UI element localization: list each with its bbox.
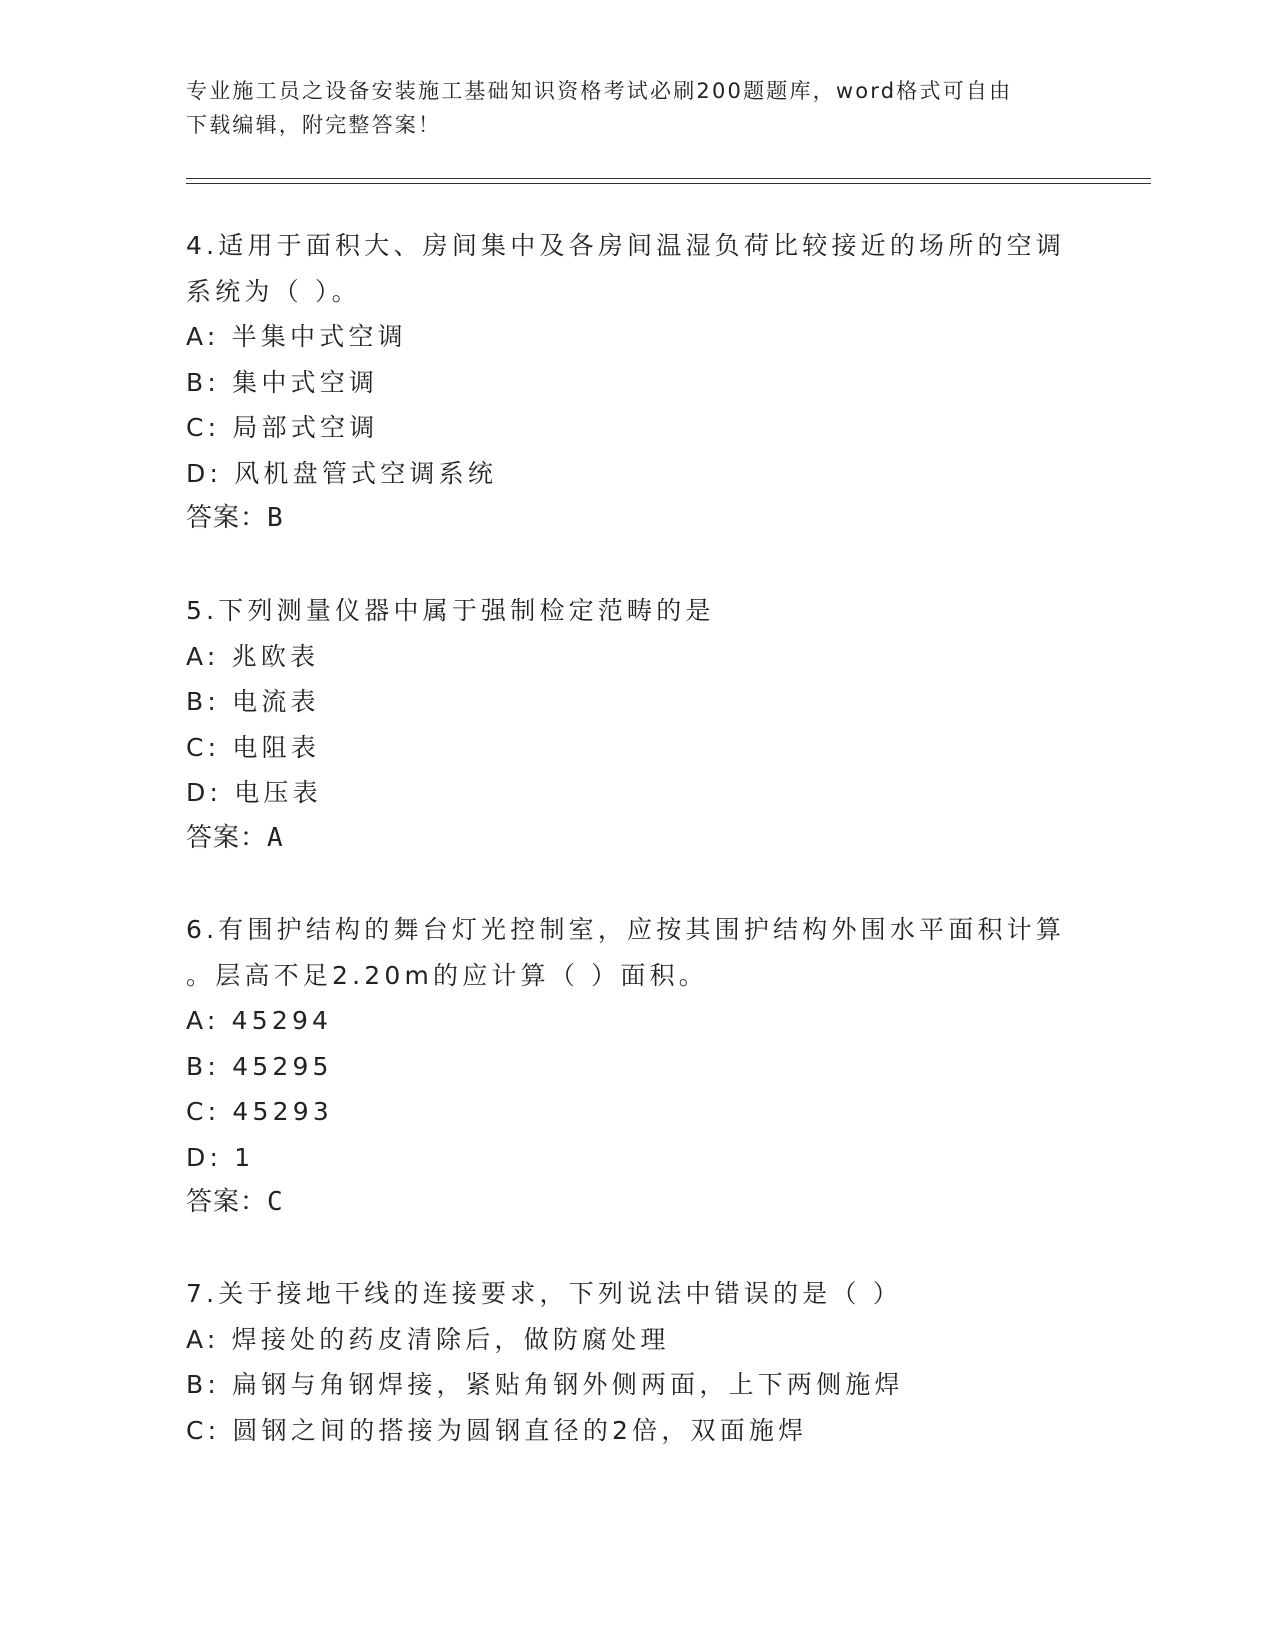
question-7 bbox=[186, 1271, 1066, 1453]
header-line-1: 专业施工员之设备安装施工基础知识资格考试必刷200题题库，word格式可自由 bbox=[186, 79, 1013, 103]
question-5 bbox=[186, 588, 1066, 861]
question-stem-line: 7.关于接地干线的连接要求，下列说法中错误的是（ ） bbox=[186, 1279, 903, 1308]
option-d: D: 风机盘管式空调系统 bbox=[186, 458, 498, 488]
answer-line: 答案：C bbox=[186, 1187, 284, 1217]
option-c: C: 电阻表 bbox=[186, 732, 321, 762]
option-d: D: 1 bbox=[186, 1142, 255, 1172]
option-b: B: 扁钢与角钢焊接，紧贴角钢外侧两面，上下两侧施焊 bbox=[186, 1370, 904, 1399]
question-stem-line: 6.有围护结构的舞台灯光控制室，应按其围护结构外围水平面积计算 bbox=[186, 915, 1066, 944]
option-d: D: 电压表 bbox=[186, 778, 322, 807]
option-b: B: 电流表 bbox=[186, 687, 320, 716]
header-rule-top bbox=[186, 178, 1151, 179]
question-4 bbox=[186, 223, 1066, 542]
question-stem-line: 系统为（ ）。 bbox=[186, 276, 361, 306]
option-b: B: 45295 bbox=[186, 1051, 333, 1081]
option-b: B: 集中式空调 bbox=[186, 367, 379, 397]
option-a: A: 45294 bbox=[186, 1006, 333, 1035]
option-a: A: 兆欧表 bbox=[186, 641, 320, 671]
answer-line: 答案：B bbox=[186, 503, 284, 533]
document-header bbox=[186, 74, 1086, 142]
question-stem-line: 5.下列测量仪器中属于强制检定范畴的是 bbox=[186, 596, 715, 625]
header-line-2: 下载编辑，附完整答案！ bbox=[186, 113, 442, 137]
header-rule-bottom bbox=[186, 183, 1151, 184]
question-6 bbox=[186, 907, 1066, 1226]
option-a: A: 焊接处的药皮清除后，做防腐处理 bbox=[186, 1324, 670, 1354]
question-stem-line: 4.适用于面积大、房间集中及各房间温湿负荷比较接近的场所的空调 bbox=[186, 231, 1066, 260]
question-stem-line: 。层高不足2.20m的应计算（ ）面积。 bbox=[186, 960, 708, 990]
option-c: C: 圆钢之间的搭接为圆钢直径的2倍，双面施焊 bbox=[186, 1415, 808, 1445]
option-a: A: 半集中式空调 bbox=[186, 322, 407, 351]
option-c: C: 45293 bbox=[186, 1097, 333, 1126]
answer-line: 答案：A bbox=[186, 822, 284, 853]
option-c: C: 局部式空调 bbox=[186, 413, 379, 442]
